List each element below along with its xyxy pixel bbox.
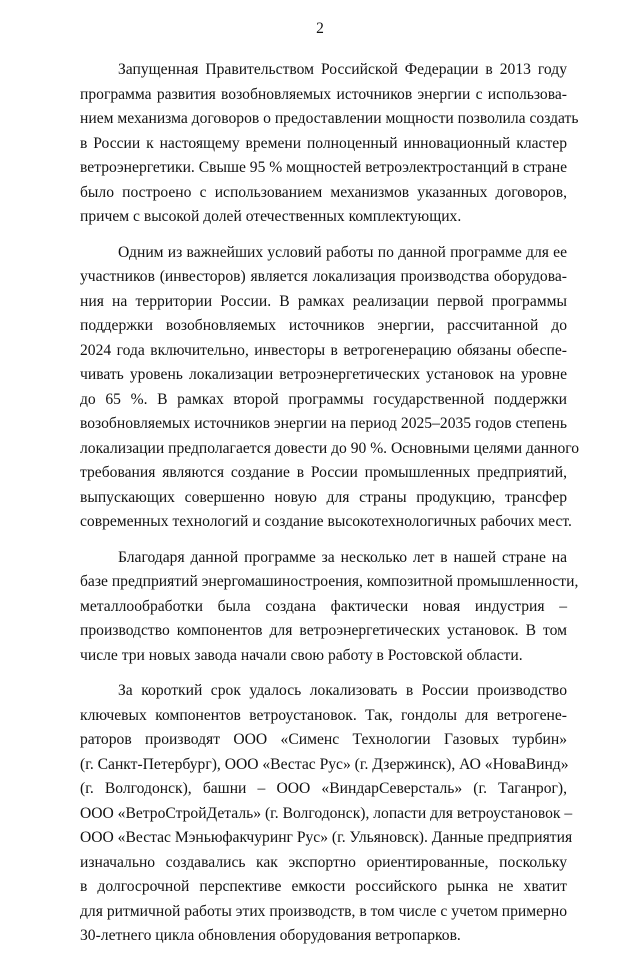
text-line: в России к настоящему времени полноценный инновационный кластер: [80, 134, 567, 152]
text-line: для ритмичной работы этих производств, в том числе с учетом примерно: [80, 902, 567, 920]
text-line: раторов производят ООО «Сименс Технологии Газовых турбин»: [80, 731, 567, 748]
paragraph: [80, 241, 580, 535]
text-line: ООО «ВетроСтройДеталь» (г. Волгодонск), лопасти для ветроустановок –: [80, 804, 573, 822]
text-line: современных технологий и создание высокотехнологичных рабочих мест.: [80, 513, 572, 530]
text-line: нием механизма договоров о предоставлении мощности позволила создать: [80, 110, 579, 127]
text-line: базе предприятий энергомашиностроения, композитной промышленности,: [80, 573, 579, 590]
text-line: Одним из важнейших условий работы по данной программе для ее: [118, 243, 567, 261]
text-line: было построено с использованием механизмов указанных договоров,: [80, 183, 567, 201]
text-line: металлообработки была создана фактически новая индустрия –: [80, 597, 567, 615]
text-line: Запущенная Правительством Российской Федерации в 2013 году: [118, 61, 567, 78]
text-line: (г. Санкт-Петербург), ООО «Вестас Рус» (г. Дзержинск), АО «НоваВинд»: [80, 755, 569, 773]
text-line: числе три новых завода начали свою работу в Ростовской области.: [80, 646, 523, 664]
text-line: (г. Волгодонск), башни – ООО «ВиндарСеверсталь» (г. Таганрог),: [80, 780, 567, 797]
text-line: ния на территории России. В рамках реализации первой программы: [80, 292, 567, 310]
text-line: производство компонентов для ветроэнергетических установок. В том: [80, 622, 567, 639]
text-line: За короткий срок удалось локализовать в России производство: [118, 682, 567, 699]
text-line: ООО «Вестас Мэньюфакчуринг Рус» (г. Ульяновск). Данные предприятия: [80, 829, 573, 846]
text-line: требования являются создание в России промышленных предприятий,: [80, 464, 567, 481]
text-line: 30-летнего цикла обновления оборудования ветропарков.: [80, 927, 461, 944]
text-line: локализации предполагается довести до 90 %. Основными целями данного: [80, 439, 580, 457]
text-line: ветроэнергетики. Свыше 95 % мощностей ветроэлектростанций в стране: [80, 159, 568, 176]
paragraph: [80, 546, 579, 669]
text-line: в долгосрочной перспективе емкости российского рынка не хватит: [80, 878, 567, 895]
text-line: возобновляемых источников энергии на период 2025–2035 годов степень: [80, 415, 567, 432]
paragraph: [80, 58, 579, 230]
text-line: до 65 %. В рамках второй программы государственной поддержки: [80, 390, 567, 408]
text-line: ключевых компонентов ветроустановок. Так, гондолы для ветрогене-: [80, 706, 567, 724]
text-line: чивать уровень локализации ветроэнергетических установок на уровне: [80, 366, 567, 383]
text-line: участников (инвесторов) является локализация производства оборудова-: [80, 268, 567, 285]
text-line: изначально создавались как экспортно ориентированные, поскольку: [80, 853, 567, 871]
text-line: выпускающих совершенно новую для страны продукцию, трансфер: [80, 488, 567, 506]
text-line: программа развития возобновляемых источников энергии с использова-: [80, 85, 567, 103]
text-line: Благодаря данной программе за несколько лет в нашей стране на: [118, 548, 567, 566]
page-number: 2: [316, 20, 324, 37]
paragraph: [80, 679, 573, 949]
document-body: [80, 58, 580, 960]
text-line: причем с высокой долей отечественных комплектующих.: [80, 208, 462, 225]
text-line: поддержки возобновляемых источников энергии, рассчитанной до: [80, 317, 567, 334]
text-line: 2024 года включительно, инвесторы в ветрогенерацию обязаны обеспе-: [80, 341, 567, 359]
